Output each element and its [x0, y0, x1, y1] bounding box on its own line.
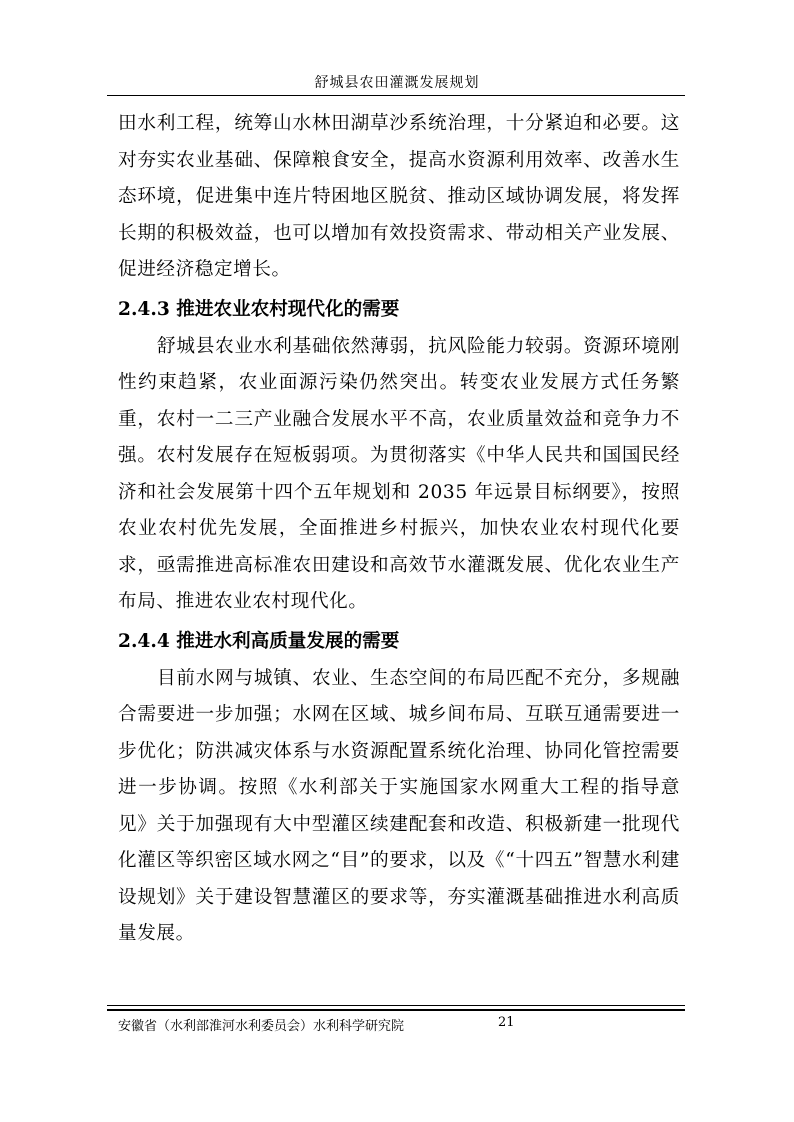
paragraph-water-development: 目前水网与城镇、农业、生态空间的布局匹配不充分，多规融合需要进一步加强；水网在区域、城乡间布局、互联互通需要进一步优化；防洪减灾体系与水资源配置系统化治理、协同化管控需要进一步协调。按照《水利部关于实施国家水网重大工程的指导意见》关于加强现有大中型灌区续建配套和改造、积极新建一批现代化灌区等织密区域水网之“目”的要求，以及《“十四五”智慧水利建设规划》关于建设智慧灌区的要求等，夯实灌溉基础推进水利高质量发展。: [118, 667, 680, 944]
paragraph-continuation: 田水利工程，统筹山水林田湖草沙系统治理，十分紧迫和必要。这对夯实农业基础、保障粮食安全，提高水资源利用效率、改善水生态环境，促进集中连片特困地区脱贫、推动区域协调发展，将发挥长期的积极效益，也可以增加有效投资需求、带动相关产业发展、促进经济稳定增长。: [118, 113, 680, 280]
footer-divider-thick: [107, 1009, 685, 1011]
section-heading-2-4-3: 2.4.3 推进农业农村现代化的需要: [118, 298, 400, 320]
section-heading-2-4-4: 2.4.4 推进水利高质量发展的需要: [118, 630, 400, 652]
paragraph-agri-modernization: 舒城县农业水利基础依然薄弱，抗风险能力较弱。资源环境刚性约束趋紧，农业面源污染仍然突出。转变农业发展方式任务繁重，农村一二三产业融合发展水平不高，农业质量效益和竞争力不强。农村发展存在短板弱项。为贯彻落实《中华人民共和国国民经济和社会发展第十四个五年规划和 2035 年远景目标纲要》，按照农业农村优先发展，全面推进乡村振兴，加快农业农村现代化要求，亟需推进高标准农田建设和高效节水灌溉发展、优化农业生产布局、推进农业农村现代化。: [118, 335, 680, 612]
footer-institution: 安徽省（水利部淮河水利委员会）水利科学研究院: [118, 1019, 405, 1034]
page-number: 21: [498, 1015, 515, 1030]
document-body: [118, 106, 680, 953]
footer-divider-thin: [107, 1005, 685, 1006]
header-divider: [107, 95, 685, 96]
page-header-title: 舒城县农田灌溉发展规划: [314, 75, 480, 91]
